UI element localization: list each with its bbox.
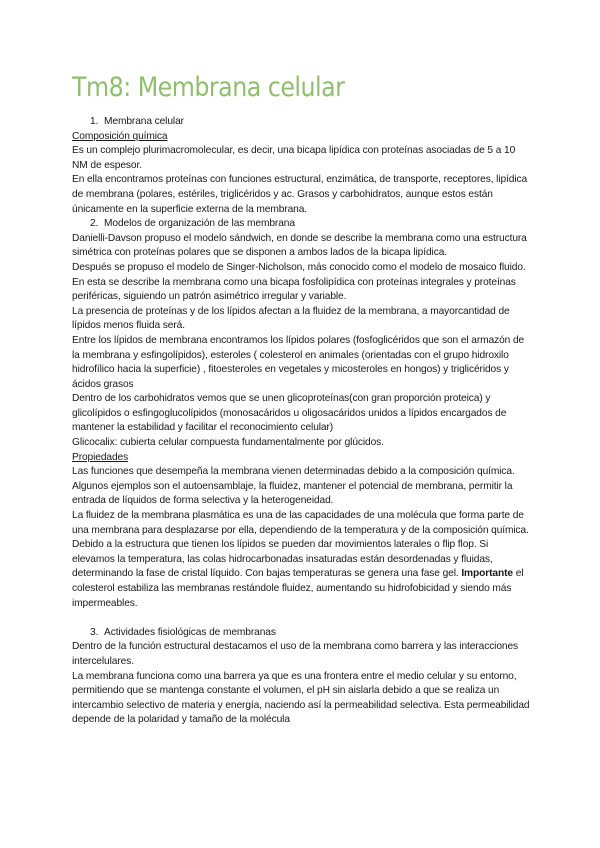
- paragraph: Las funciones que desempeña la membrana vienen determinadas debido a la composición química. Algunos ejemplos son el autoensamblaje, la fluidez, mantener el potencial de membrana, permitir la entrada de líquidos de forma selectiva y la heterogeneidad.: [72, 466, 515, 507]
- paragraph: Entre los lípidos de membrana encontramos los lípidos polares (fosfoglicéridos que son el armazón de la membrana y esfingolípidos), esteroles ( colesterol en animales (orientadas con el grupo hidroxilo hidrofílico hacia la superficie) , fitoesteroles en vegetales y micosteroles en hongos) y triglicéridos y ácidos grasos: [72, 334, 525, 390]
- section-heading: Membrana celular: [104, 116, 184, 127]
- paragraph: Dentro de los carbohidratos vemos que se unen glicoproteínas(con gran proporción proteica) y glicolípidos o esfingoglucolípidos (monosacáridos u oligosacáridos unidos a lípidos encargados de mantener la estabilidad y facilitar el reconocimiento celular): [72, 393, 507, 434]
- paragraph: Danielli-Davson propuso el modelo sándwich, en donde se describe la membrana como una estructura simétrica con proteínas polares que se disponen a ambos lados de la bicapa lipídica.: [72, 232, 527, 259]
- paragraph-text: el colesterol estabiliza las membranas restándole fluidez, aumentando su hidrofobicidad y siendo más impermeables.: [72, 568, 524, 609]
- list-number: 1.: [90, 116, 99, 127]
- section-heading: Actividades fisiológicas de membranas: [104, 626, 276, 638]
- list-number: 3.: [90, 626, 99, 638]
- list-item-1: [72, 115, 532, 130]
- list-number: 2.: [90, 218, 99, 230]
- paragraph: Después se propuso el modelo de Singer-Nicholson, más conocido como el modelo de mosaico fluido. En esta se describe la membrana como una bicapa fosfolipídica con proteínas integrales y proteínas periféricas, siguiendo un patrón asimétrico irregular y variable.: [72, 261, 526, 303]
- list-item-3: [72, 626, 532, 641]
- document-body: [72, 115, 532, 728]
- paragraph: Es un complejo plurimacromolecular, es decir, una bicapa lipídica con proteínas asociadas de 5 a 10 NM de espesor.: [72, 145, 516, 171]
- paragraph-text: La fluidez de la membrana plasmática es una de las capacidades de una molécula que forma parte de una membrana para desplazarse por ella, dependiendo de la temperatura y de la composición química. Debido a la estructura que tienen los lípidos se pueden dar movimientos laterales o flip flop. Si elevamos la temperatura, las colas hidrocarbonadas insaturadas están desordenadas y fluidas, determinando la fase de cristal líquido. Con bajas temperaturas se genera una fase gel.: [72, 510, 529, 580]
- subheading: Composición química: [72, 130, 168, 142]
- bold-text: Importante: [461, 568, 513, 580]
- paragraph: [72, 509, 532, 611]
- paragraph: Dentro de la función estructural destacamos el uso de la membrana como barrera y las interacciones intercelulares.: [72, 641, 519, 667]
- paragraph: La presencia de proteínas y de los lípidos afectan a la fluidez de la membrana, a mayorcantidad de lípidos menos fluida será.: [72, 305, 510, 332]
- subheading: Propiedades: [72, 451, 129, 463]
- paragraph: Glicocalix: cubierta celular compuesta fundamentalmente por glúcidos.: [72, 437, 384, 449]
- list-item-2: [72, 217, 532, 232]
- paragraph: La membrana funciona como una barrera ya que es una frontera entre el medio celular y su entorno, permitiendo que se mantenga constante el volumen, el pH sin aislarla debido a que se realiza un intercambio selectivo de materia y energía, naciendo así la permeabilidad selectiva. Esta permeabilidad depende de la polaridad y tamaño de la molécula: [72, 670, 530, 726]
- blank-line: [72, 611, 532, 626]
- page-title: Tm8: Membrana celular: [72, 72, 345, 103]
- paragraph: En ella encontramos proteínas con funciones estructural, enzimática, de transporte, receptores, lipídica de membrana (polares, estériles, triglicéridos y ac. Grasos y carbohidratos, aunque estos están únicamente en la superficie externa de la membrana.: [72, 174, 528, 215]
- section-heading: Modelos de organización de las membrana: [104, 218, 295, 230]
